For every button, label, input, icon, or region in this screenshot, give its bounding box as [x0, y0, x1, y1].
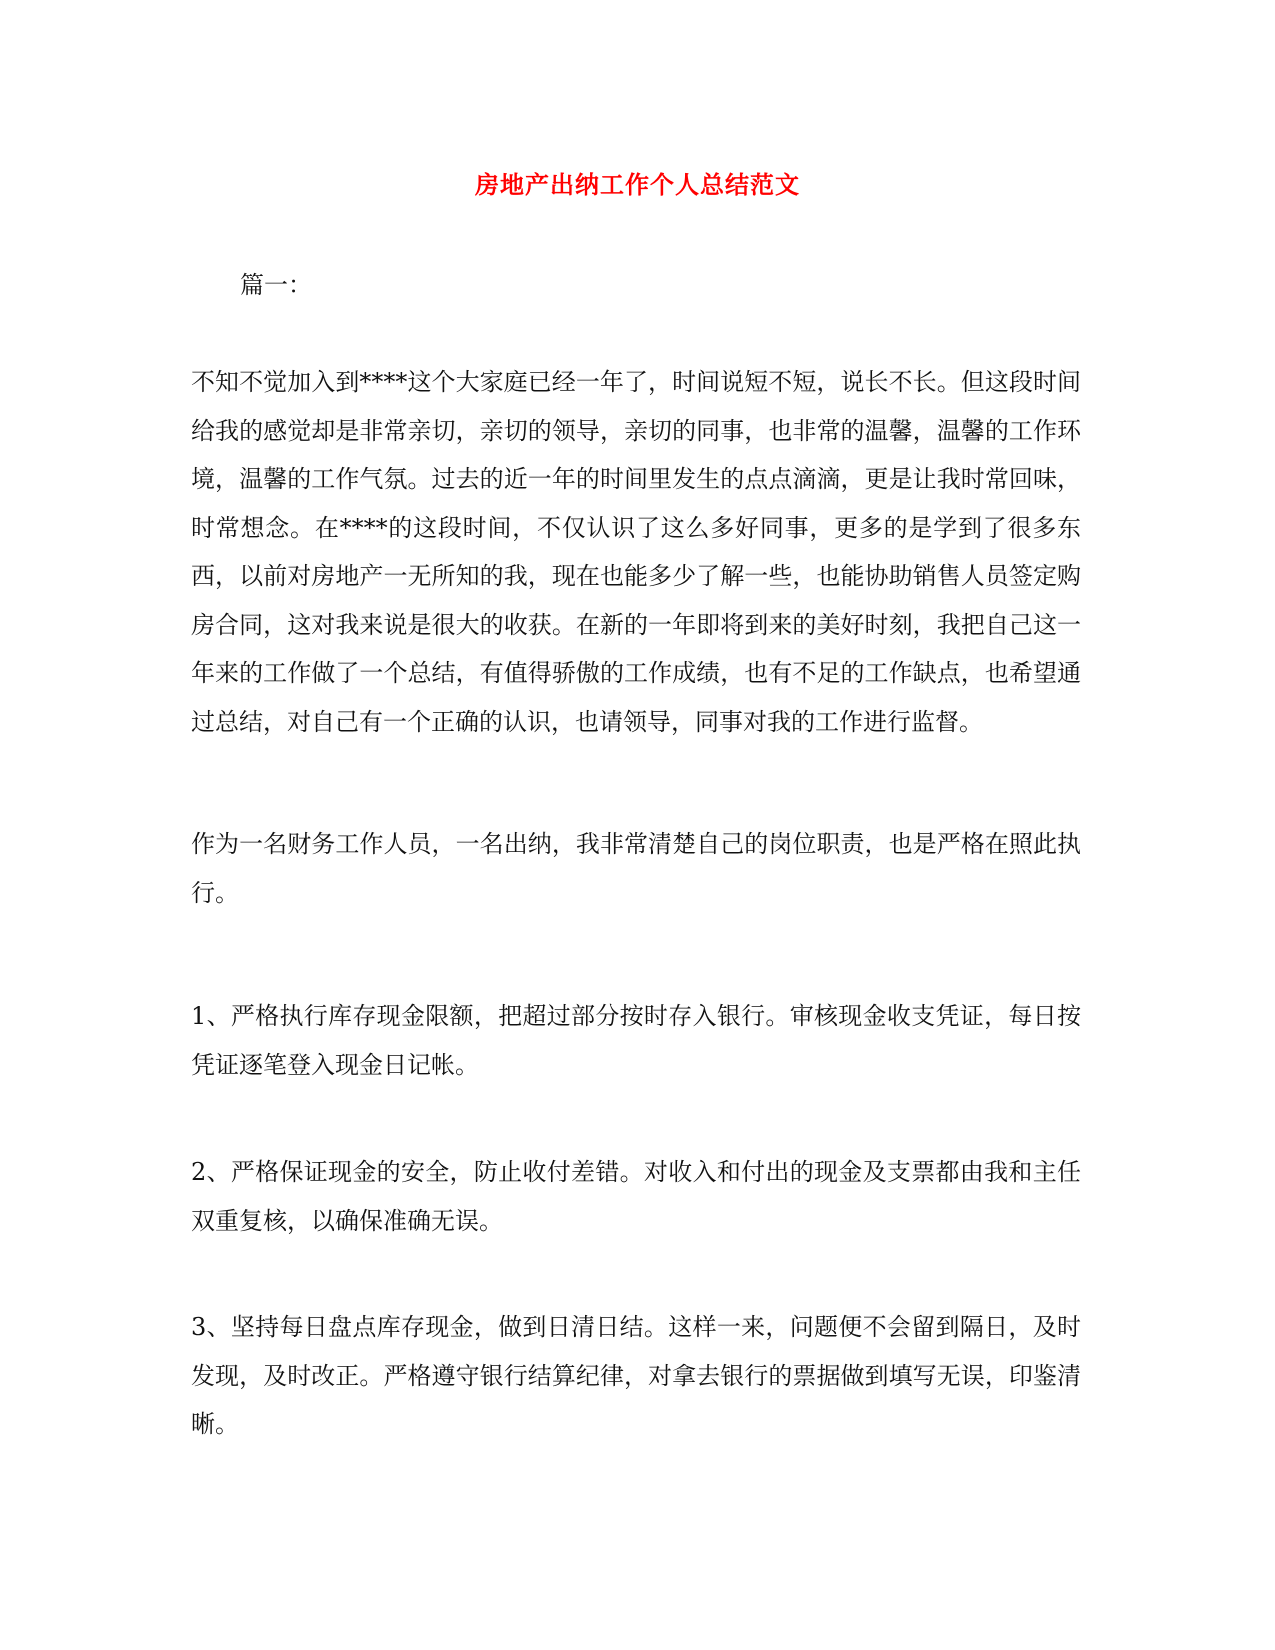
- paragraph-item-1: 1、严格执行库存现金限额，把超过部分按时存入银行。审核现金收支凭证，每日按凭证逐笔登入现金日记帐。: [191, 1002, 1081, 1079]
- section-label: 篇一：: [240, 271, 312, 299]
- document-title: 房地产出纳工作个人总结范文: [475, 170, 800, 199]
- paragraph-intro: 不知不觉加入到****这个大家庭已经一年了，时间说短不短，说长不长。但这段时间给我的感觉却是非常亲切，亲切的领导，亲切的同事，也非常的温馨，温馨的工作环境，温馨的工作气氛。过去的近一年的时间里发生的点点滴滴，更是让我时常回味，时常想念。在****的这段时间，不仅认识了这么多好同事，更多的是学到了很多东西，以前对房地产一无所知的我，现在也能多少了解一些，也能协助销售人员签定购房合同，这对我来说是很大的收获。在新的一年即将到来的美好时刻，我把自己这一年来的工作做了一个总结，有值得骄傲的工作成绩，也有不足的工作缺点，也希望通过总结，对自己有一个正确的认识，也请领导，同事对我的工作进行监督。: [191, 368, 1081, 736]
- paragraph-item-2: 2、严格保证现金的安全，防止收付差错。对收入和付出的现金及支票都由我和主任双重复核，以确保准确无误。: [191, 1158, 1081, 1235]
- paragraph-item-3: 3、坚持每日盘点库存现金，做到日清日结。这样一来，问题便不会留到隔日，及时发现，及时改正。严格遵守银行结算纪律，对拿去银行的票据做到填写无误，印鉴清晰。: [191, 1313, 1081, 1438]
- paragraph-role: 作为一名财务工作人员，一名出纳，我非常清楚自己的岗位职责，也是严格在照此执行。: [191, 830, 1081, 907]
